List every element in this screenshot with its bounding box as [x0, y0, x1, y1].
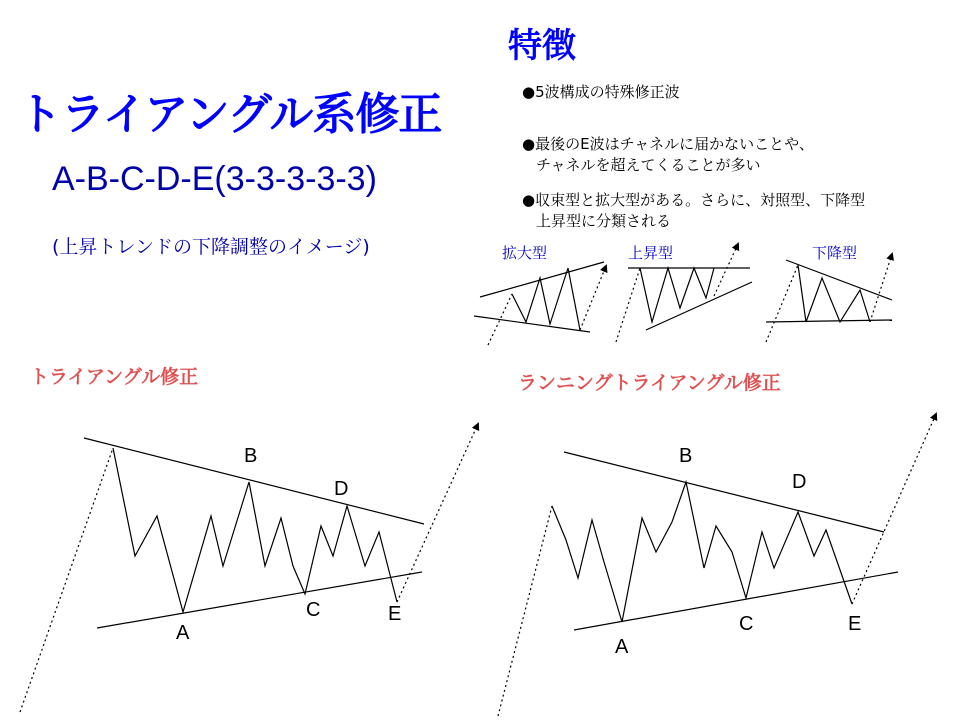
- running-label-d: D: [792, 471, 807, 493]
- ascending-wave: [640, 268, 714, 322]
- expanding-exit-dashed: [580, 266, 606, 330]
- triangle-label-b: B: [244, 445, 258, 467]
- descending-exit-dashed: [870, 254, 892, 322]
- label-descending-type: 下降型: [812, 244, 858, 262]
- feature-bullet-1-line-1: ●5波構成の特殊修正波: [522, 83, 680, 101]
- expanding-wave: [512, 268, 580, 330]
- feature-bullet-2-line-2: チャネルを超えてくることが多い: [536, 156, 761, 174]
- descending-entry-dashed: [766, 265, 798, 342]
- expanding-upper-line: [480, 262, 604, 297]
- running-label-a: A: [615, 636, 629, 658]
- mini-diagram-expanding: [474, 262, 606, 345]
- descending-lower-line: [766, 320, 892, 322]
- triangle-label-d: D: [334, 478, 349, 500]
- triangle-label-e: E: [388, 603, 402, 625]
- running-label-b: B: [679, 445, 693, 467]
- triangle-correction-diagram: [20, 424, 478, 712]
- section-title-triangle: トライアングル修正: [30, 366, 199, 388]
- running-upper-trendline: [564, 452, 884, 532]
- label-ascending-type: 上昇型: [628, 244, 674, 262]
- feature-bullet-2-line-1: ●最後のE波はチャネルに届かないことや、: [522, 135, 814, 153]
- ascending-entry-dashed: [616, 268, 640, 342]
- label-expanding-type: 拡大型: [502, 244, 548, 262]
- feature-bullet-3-line-2: 上昇型に分類される: [536, 212, 672, 230]
- running-entry-dashed: [498, 506, 552, 716]
- triangle-entry-dashed: [20, 448, 113, 712]
- triangle-lower-trendline: [97, 572, 422, 628]
- running-label-c: C: [739, 613, 754, 635]
- expanding-lower-line: [474, 316, 590, 332]
- main-title: トライアングル系修正: [18, 89, 442, 140]
- mini-diagram-ascending: [616, 244, 752, 342]
- section-title-running-triangle: ランニングトライアングル修正: [518, 372, 781, 394]
- features-title: 特徴: [508, 26, 576, 66]
- descending-wave: [798, 265, 870, 322]
- mini-diagram-descending: [766, 254, 892, 342]
- feature-bullet-3-line-1: ●収束型と拡大型がある。さらに、対照型、下降型: [522, 191, 866, 209]
- running-triangle-diagram: [498, 414, 936, 716]
- wave-formula: A-B-C-D-E(3-3-3-3-3): [52, 160, 377, 198]
- ascending-exit-dashed: [714, 244, 738, 296]
- triangle-exit-dashed: [397, 424, 478, 602]
- running-label-e: E: [848, 613, 862, 635]
- running-exit-dashed: [852, 414, 936, 604]
- triangle-label-a: A: [176, 622, 190, 644]
- subnote: (上昇トレンドの下降調整のイメージ): [52, 236, 370, 258]
- triangle-label-c: C: [306, 599, 321, 621]
- running-wave-path: [552, 482, 852, 622]
- triangle-wave-path: [113, 448, 397, 612]
